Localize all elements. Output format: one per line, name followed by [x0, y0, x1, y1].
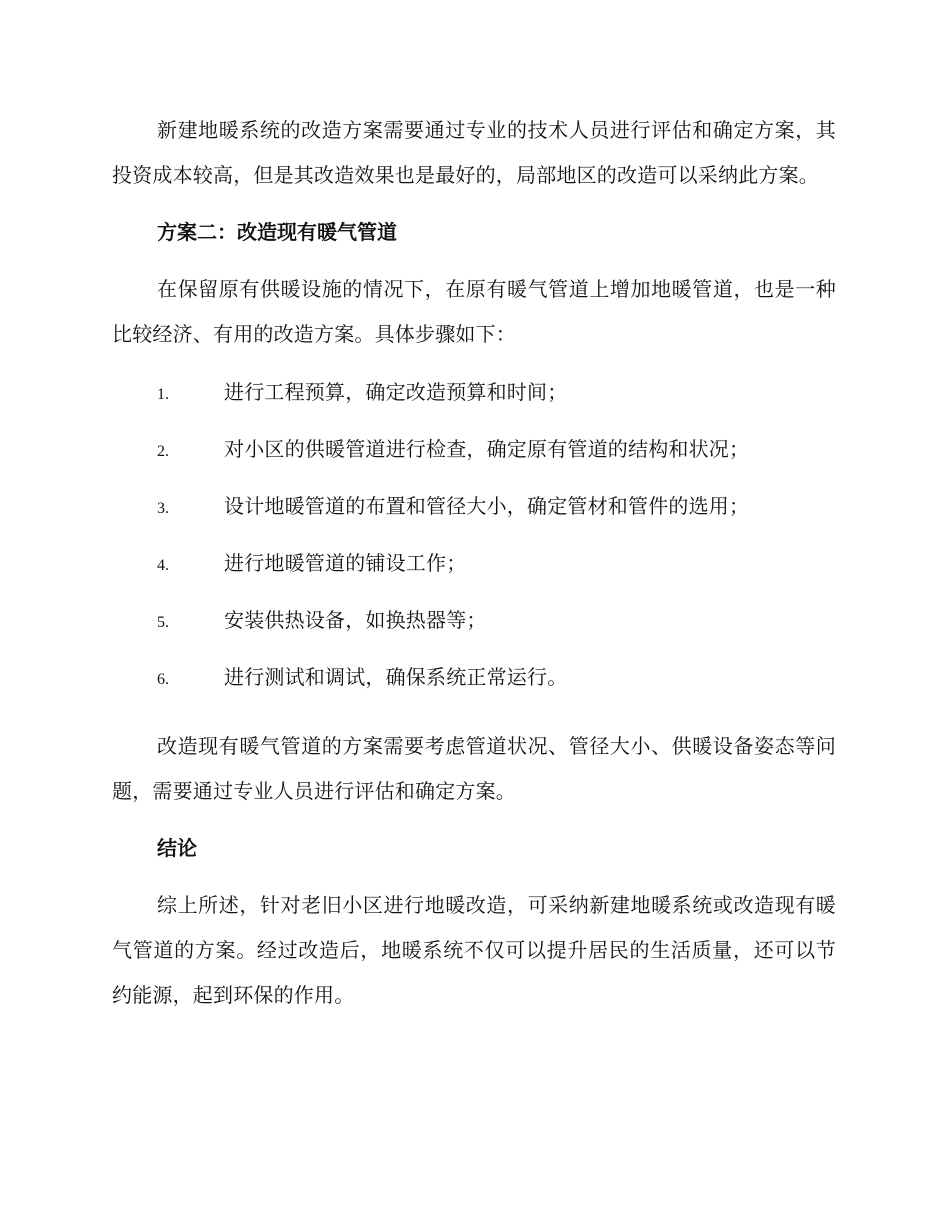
- intro-paragraph: 新建地暖系统的改造方案需要通过专业的技术人员进行评估和确定方案，其投资成本较高，但是其改造效果也是最好的，局部地区的改造可以采纳此方案。: [112, 118, 836, 187]
- conclusion-paragraph: 综上所述，针对老旧小区进行地暖改造，可采纳新建地暖系统或改造现有暖气管道的方案。经过改造后，地暖系统不仅可以提升居民的生活质量，还可以节约能源，起到环保的作用。: [112, 893, 836, 1007]
- steps-list: [112, 370, 836, 712]
- step-text: 进行测试和调试，确保系统正常运行。: [224, 665, 568, 689]
- conclusion-heading: 结论: [157, 836, 197, 860]
- list-item: [112, 598, 836, 655]
- list-item: [112, 541, 836, 598]
- step-text: 对小区的供暖管道进行检查，确定原有管道的结构和状况；: [224, 437, 750, 461]
- step-number: 4.: [157, 557, 169, 574]
- section2-paragraph: 在保留原有供暖设施的情况下，在原有暖气管道上增加地暖管道，也是一种比较经济、有用的改造方案。具体步骤如下：: [112, 277, 836, 346]
- section2-summary: 改造现有暖气管道的方案需要考虑管道状况、管径大小、供暖设备姿态等问题，需要通过专业人员进行评估和确定方案。: [112, 734, 836, 803]
- list-item: [112, 484, 836, 541]
- step-number: 6.: [157, 671, 169, 688]
- document-page: [112, 108, 836, 1018]
- list-item: [112, 655, 836, 712]
- step-text: 进行工程预算，确定改造预算和时间；: [224, 380, 568, 404]
- step-text: 设计地暖管道的布置和管径大小，确定管材和管件的选用；: [224, 494, 750, 518]
- list-item: [112, 370, 836, 427]
- step-text: 安装供热设备，如换热器等；: [224, 608, 487, 632]
- list-item: [112, 427, 836, 484]
- step-text: 进行地暖管道的铺设工作；: [224, 551, 467, 575]
- section2-heading: 方案二：改造现有暖气管道: [157, 220, 397, 244]
- step-number: 3.: [157, 500, 169, 517]
- step-number: 2.: [157, 443, 169, 460]
- step-number: 5.: [157, 614, 169, 631]
- step-number: 1.: [157, 386, 169, 403]
